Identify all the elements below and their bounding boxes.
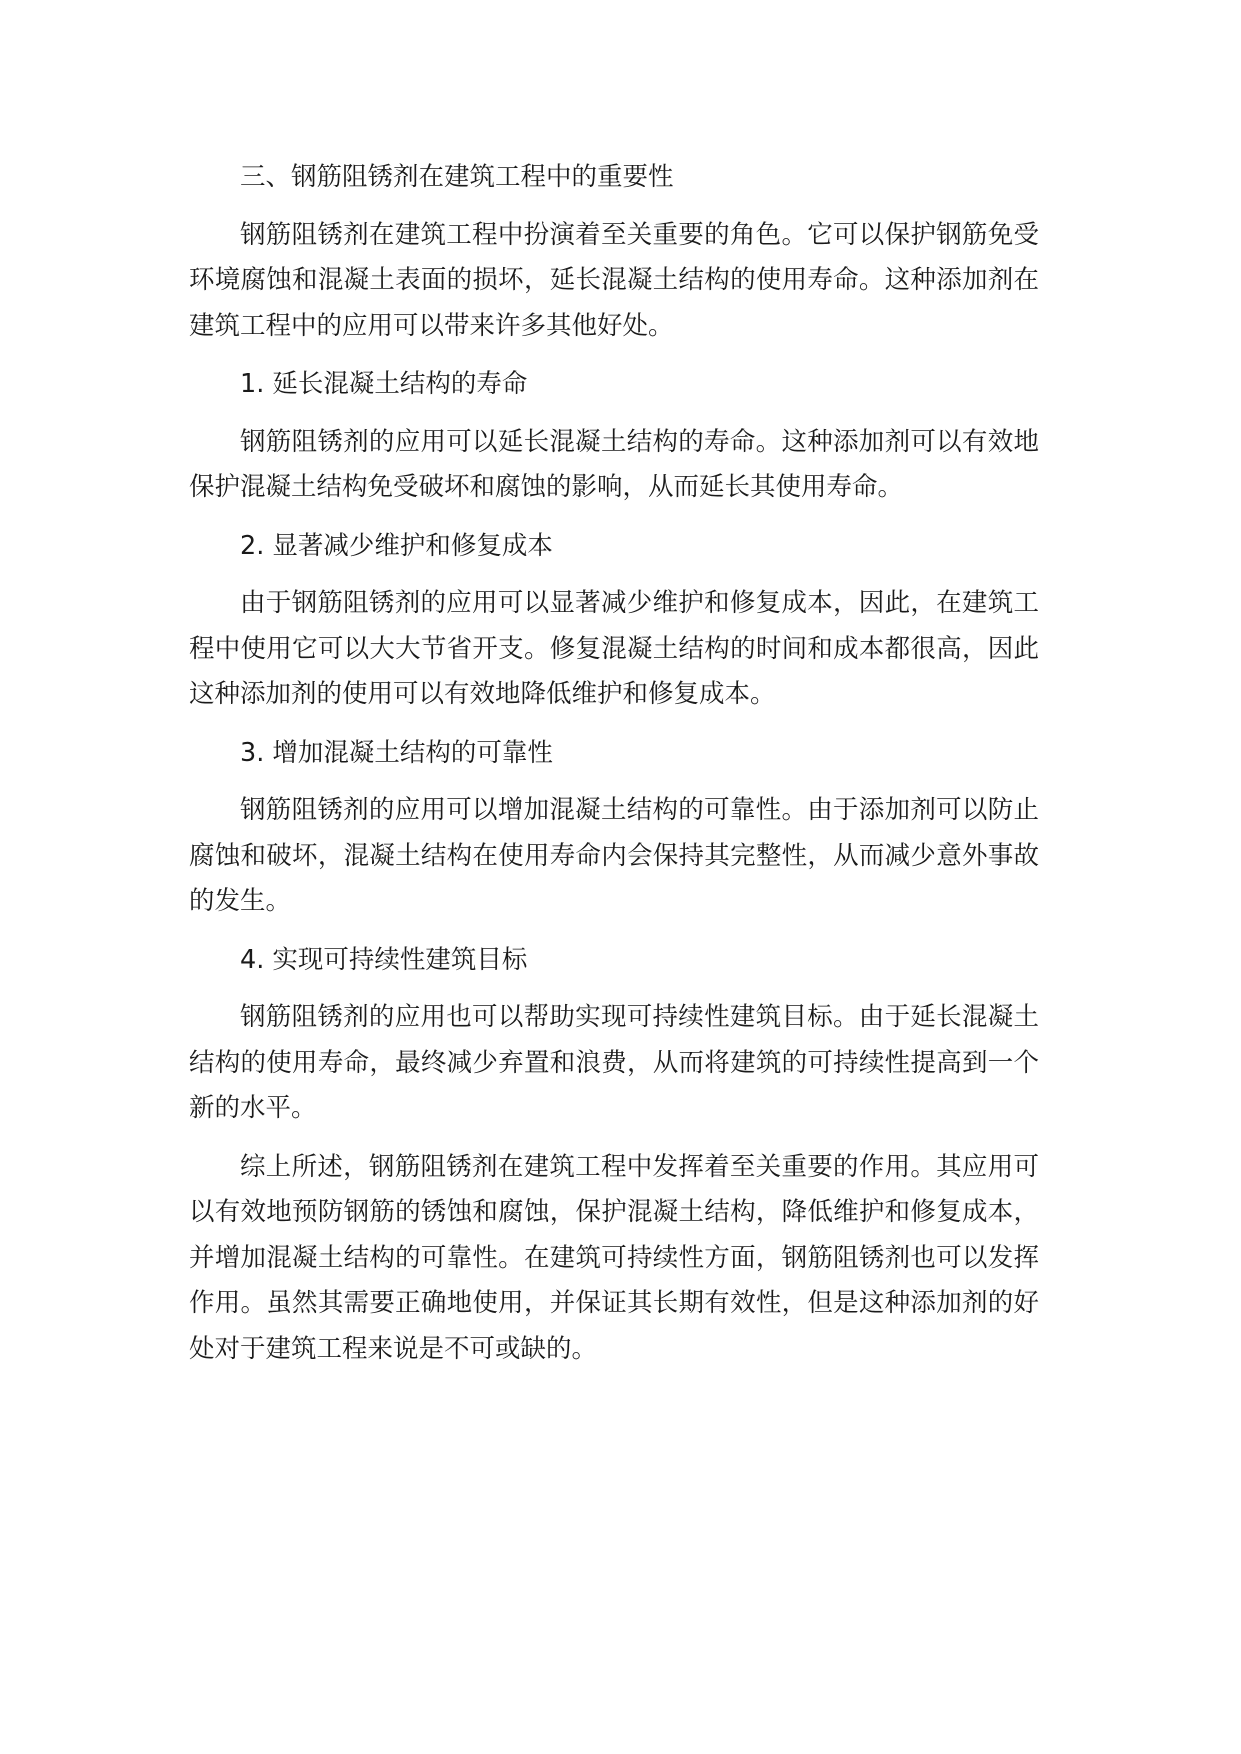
document-page	[189, 155, 1039, 1385]
item-body-2: 由于钢筋阻锈剂的应用可以显著减少维护和修复成本，因此，在建筑工程中使用它可以大大节省开支。修复混凝土结构的时间和成本都很高，因此这种添加剂的使用可以有效地降低维护和修复成本。	[189, 588, 1039, 709]
conclusion-paragraph: 综上所述，钢筋阻锈剂在建筑工程中发挥着至关重要的作用。其应用可以有效地预防钢筋的锈蚀和腐蚀，保护混凝土结构，降低维护和修复成本，并增加混凝土结构的可靠性。在建筑可持续性方面，钢筋阻锈剂也可以发挥作用。虽然其需要正确地使用，并保证其长期有效性，但是这种添加剂的好处对于建筑工程来说是不可或缺的。	[189, 1151, 1039, 1364]
section-heading: 三、钢筋阻锈剂在建筑工程中的重要性	[240, 162, 674, 192]
item-body-1: 钢筋阻锈剂的应用可以延长混凝土结构的寿命。这种添加剂可以有效地保护混凝土结构免受破坏和腐蚀的影响，从而延长其使用寿命。	[189, 426, 1039, 502]
item-body-4: 钢筋阻锈剂的应用也可以帮助实现可持续性建筑目标。由于延长混凝土结构的使用寿命，最终减少弃置和浪费，从而将建筑的可持续性提高到一个新的水平。	[189, 1002, 1039, 1123]
intro-paragraph: 钢筋阻锈剂在建筑工程中扮演着至关重要的角色。它可以保护钢筋免受环境腐蚀和混凝土表面的损坏，延长混凝土结构的使用寿命。这种添加剂在建筑工程中的应用可以带来许多其他好处。	[189, 219, 1039, 341]
item-body-3: 钢筋阻锈剂的应用可以增加混凝土结构的可靠性。由于添加剂可以防止腐蚀和破坏，混凝土结构在使用寿命内会保持其完整性，从而减少意外事故的发生。	[189, 795, 1039, 916]
item-heading-3: 3. 增加混凝土结构的可靠性	[240, 737, 553, 768]
item-heading-1: 1. 延长混凝土结构的寿命	[240, 369, 528, 399]
item-heading-2: 2. 显著减少维护和修复成本	[240, 530, 553, 561]
item-heading-4: 4. 实现可持续性建筑目标	[240, 944, 528, 975]
